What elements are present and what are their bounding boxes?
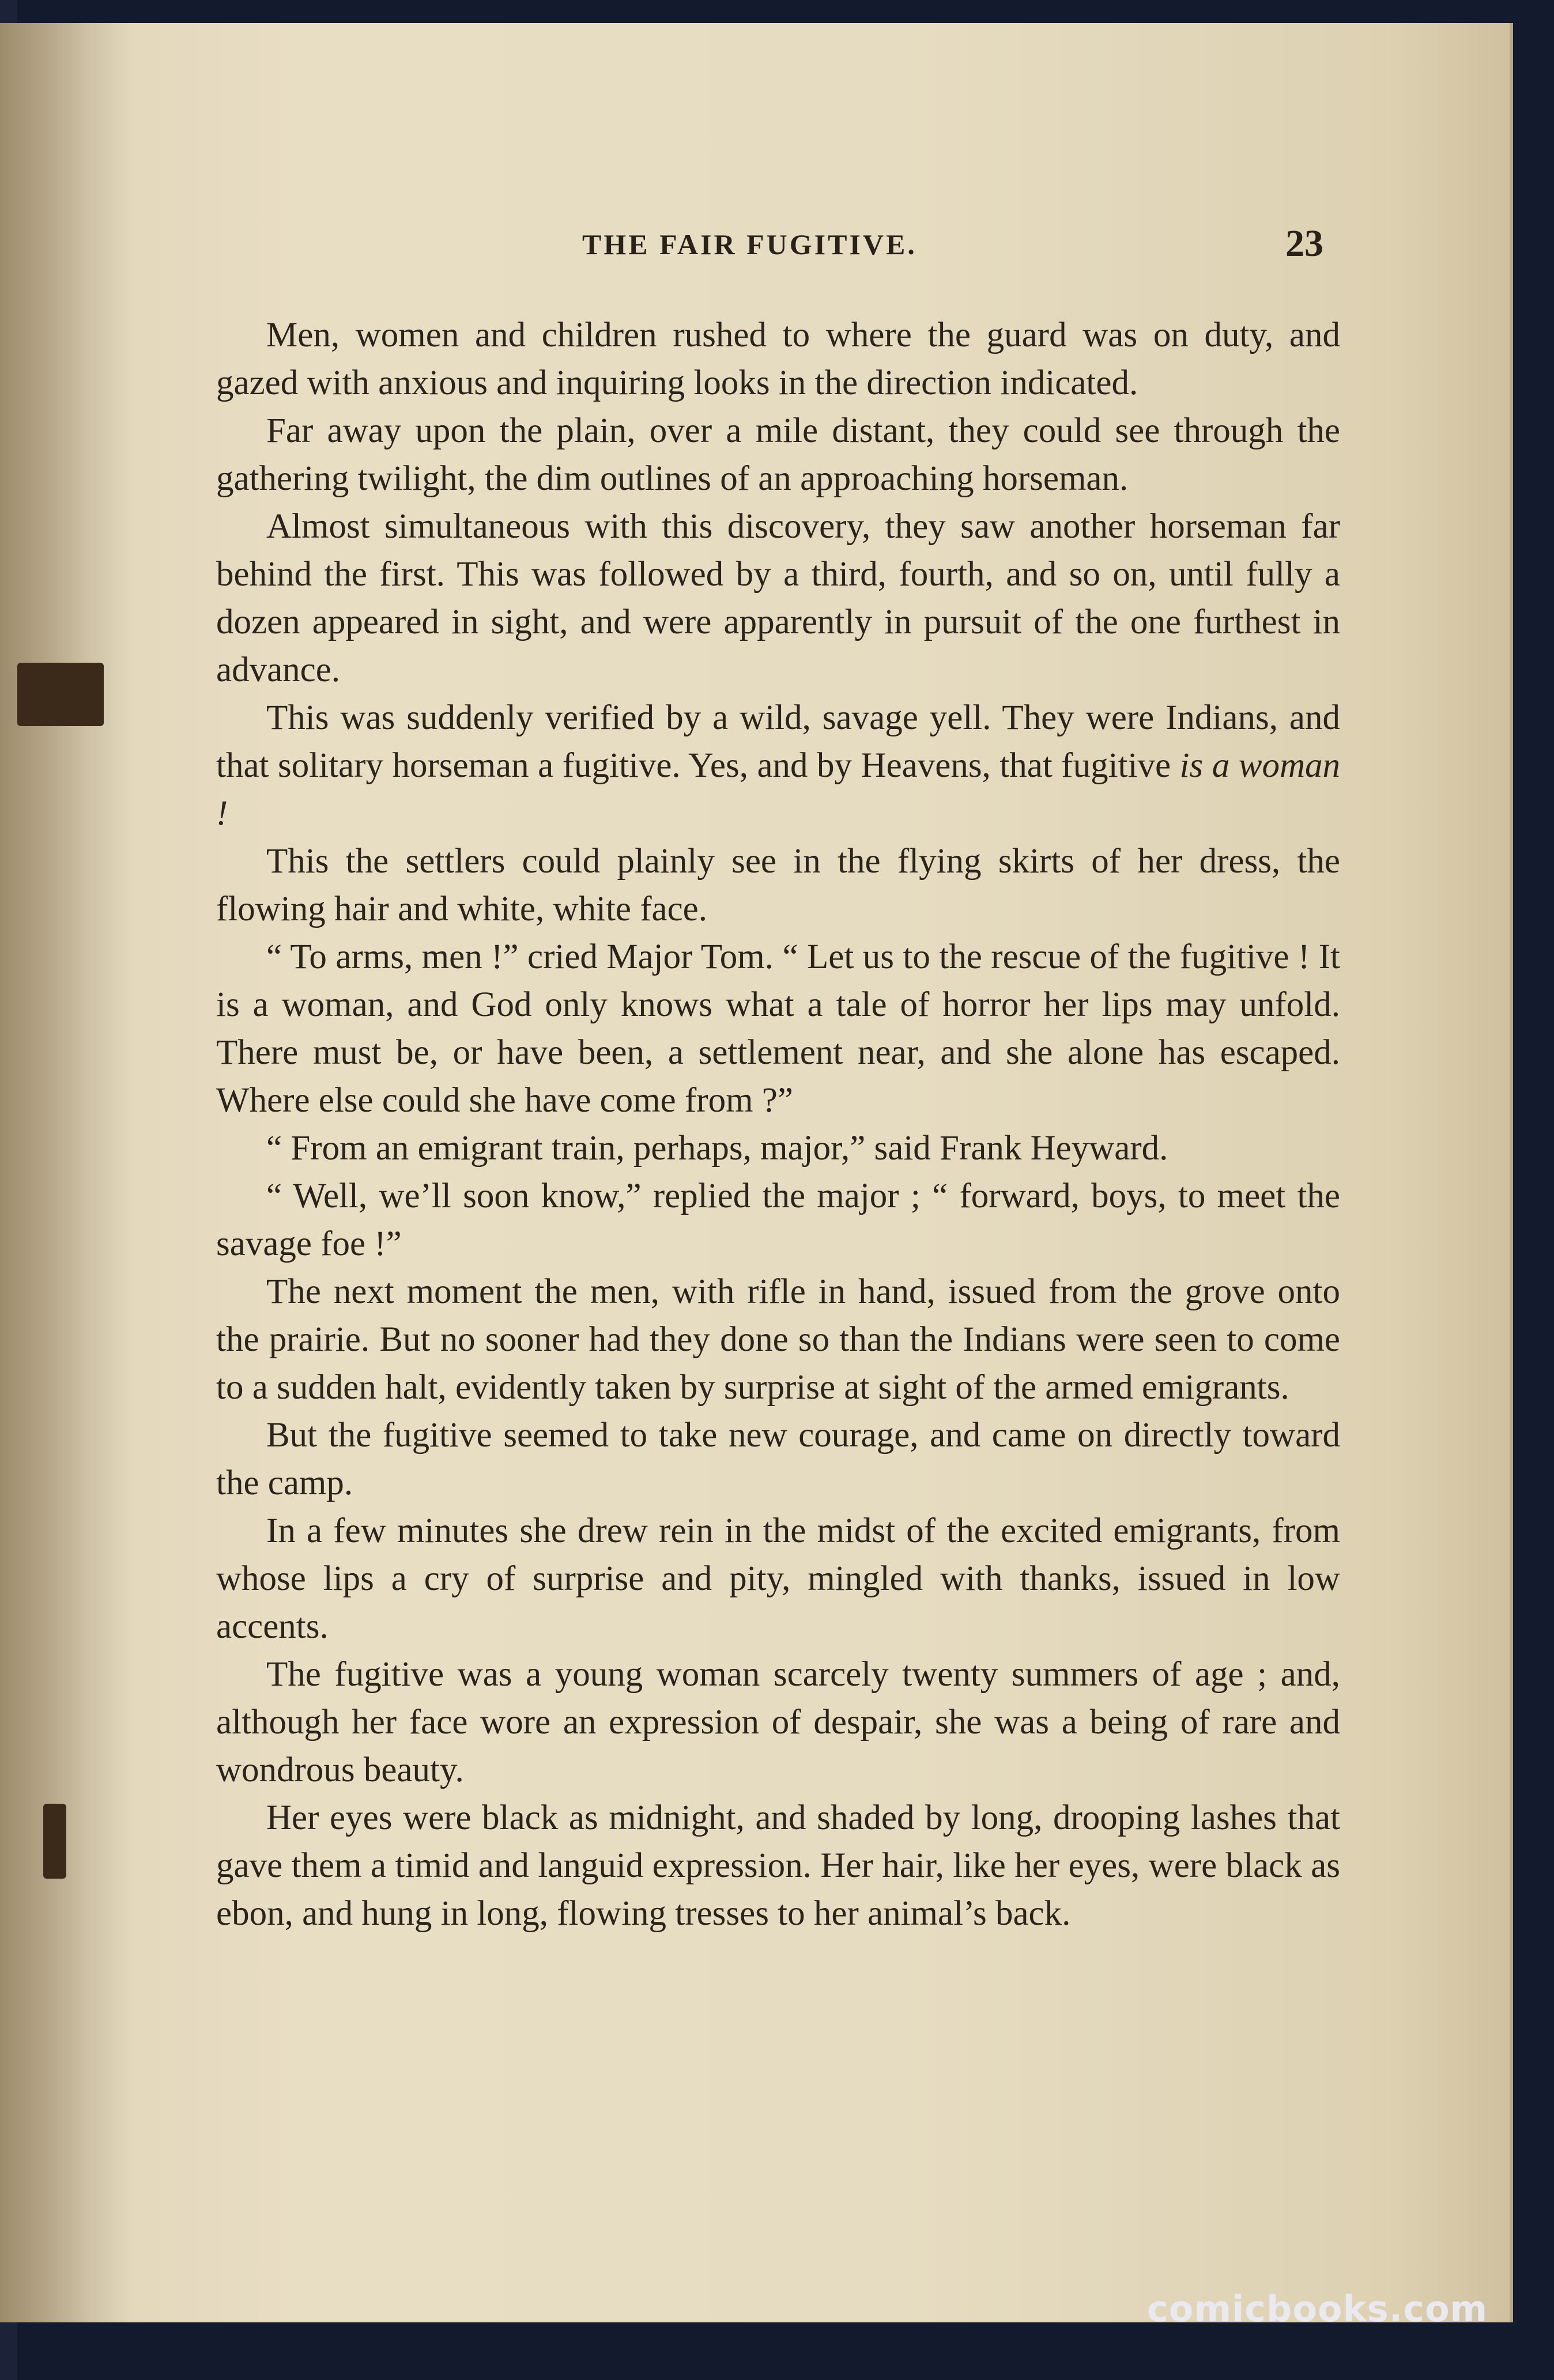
paragraph: Far away upon the plain, over a mile distant, they could see through the gathering twilight, the dim outlines of an approaching horseman.: [216, 411, 1340, 498]
paragraph: In a few minutes she drew rein in the midst of the excited emigrants, from whose lips a cry of surprise and pity, mingled with thanks, issued in low accents.: [216, 1512, 1340, 1646]
emphasized-text: is a woman !: [216, 746, 1340, 833]
paragraph: This the settlers could plainly see in the flying skirts of her dress, the flowing hair and white, white face.: [216, 842, 1340, 928]
paragraph: The fugitive was a young woman scarcely twenty summers of age ; and, although her face wore an expression of despair, she was a being of rare and wondrous beauty.: [216, 1655, 1340, 1789]
running-title: THE FAIR FUGITIVE.: [582, 228, 917, 260]
binding-mark: [43, 1804, 66, 1879]
paragraph: “ To arms, men !” cried Major Tom. “ Let us to the rescue of the fugitive ! It is a woman, and God only knows what a tale of horror her lips may unfold. There must be, or have been, a settlement near, and she alone has escaped. Where else could she have come from ?”: [216, 938, 1340, 1120]
binding-mark: [17, 663, 104, 726]
paragraph-text: This was suddenly verified by a wild, savage yell. They were Indians, and that solitary horseman a fugitive. Yes, and by Heavens, that fugitive: [216, 698, 1340, 785]
paragraph: “ Well, we’ll soon know,” replied the major ; “ forward, boys, to meet the savage foe !”: [216, 1177, 1340, 1263]
paragraph: Men, women and children rushed to where the guard was on duty, and gazed with anxious and inquiring looks in the direction indicated.: [216, 316, 1340, 402]
paragraph: Her eyes were black as midnight, and shaded by long, drooping lashes that gave them a timid and languid expression. Her hair, like her eyes, were black as ebon, and hung in long, flowing tresses to her animal’s back.: [216, 1799, 1340, 1933]
paragraph: [216, 694, 1340, 837]
page-number: 23: [1285, 222, 1323, 265]
paragraph: But the fugitive seemed to take new courage, and came on directly toward the camp.: [216, 1416, 1340, 1502]
page-header: [0, 222, 1513, 274]
paragraph: “ From an emigrant train, perhaps, major,” said Frank Heyward.: [266, 1129, 1168, 1168]
body-text: [216, 311, 1340, 1937]
paragraph: Almost simultaneous with this discovery, they saw another horseman far behind the first. This was followed by a third, fourth, and so on, until fully a dozen appeared in sight, and were apparently in pursuit of the one furthest in advance.: [216, 507, 1340, 689]
gutter-shadow: [0, 23, 133, 2322]
book-page: [0, 23, 1513, 2322]
paragraph: The next moment the men, with rifle in hand, issued from the grove onto the prairie. But no sooner had they done so than the Indians were seen to come to a sudden halt, evidently taken by surprise at sight of the armed emigrants.: [216, 1272, 1340, 1407]
watermark: comicbooks.com: [1147, 2288, 1488, 2330]
